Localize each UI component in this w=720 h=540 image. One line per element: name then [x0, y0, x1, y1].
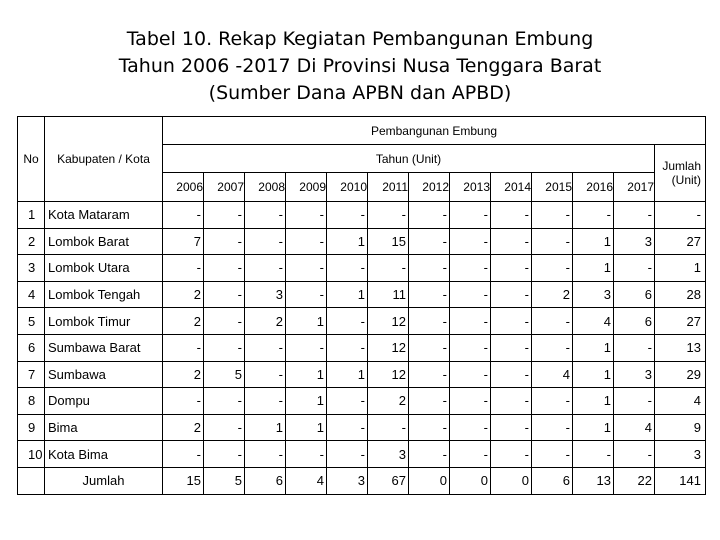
year-value: - — [327, 202, 368, 229]
year-value: - — [409, 228, 450, 255]
year-value: - — [450, 414, 491, 441]
year-value: - — [491, 281, 532, 308]
header-kabupaten: Kabupaten / Kota — [45, 117, 163, 202]
year-value: - — [245, 228, 286, 255]
year-value: 1 — [573, 414, 614, 441]
year-value: - — [368, 202, 409, 229]
row-total: 13 — [655, 334, 706, 361]
year-value: - — [532, 414, 573, 441]
kabupaten-name: Sumbawa Barat — [45, 334, 163, 361]
footer-year-total: 15 — [163, 467, 204, 494]
year-value: - — [204, 308, 245, 335]
row-number: 2 — [18, 228, 45, 255]
header-jumlah: Jumlah (Unit) — [655, 145, 706, 202]
year-value: - — [327, 388, 368, 415]
title-line-1: Tabel 10. Rekap Kegiatan Pembangunan Embung — [126, 28, 594, 50]
year-value: - — [204, 228, 245, 255]
year-value: - — [163, 202, 204, 229]
row-number: 9 — [18, 414, 45, 441]
year-value: 15 — [368, 228, 409, 255]
kabupaten-name: Dompu — [45, 388, 163, 415]
year-value: - — [327, 308, 368, 335]
table-body — [18, 202, 706, 495]
year-value: 4 — [573, 308, 614, 335]
row-total: 4 — [655, 388, 706, 415]
kabupaten-name: Kota Bima — [45, 441, 163, 468]
row-number: 4 — [18, 281, 45, 308]
header-tahun: Tahun (Unit) — [163, 145, 655, 173]
year-value: 6 — [614, 308, 655, 335]
year-value: - — [204, 281, 245, 308]
year-value: - — [491, 228, 532, 255]
year-value: 5 — [204, 361, 245, 388]
year-value: - — [532, 388, 573, 415]
row-number: 8 — [18, 388, 45, 415]
kabupaten-name: Lombok Tengah — [45, 281, 163, 308]
year-value: - — [286, 228, 327, 255]
year-value: - — [491, 361, 532, 388]
year-value: - — [204, 441, 245, 468]
year-value: - — [204, 255, 245, 282]
year-value: 2 — [163, 281, 204, 308]
kabupaten-name: Kota Mataram — [45, 202, 163, 229]
year-value: - — [409, 414, 450, 441]
year-header-2006: 2006 — [163, 173, 204, 202]
year-value: - — [614, 255, 655, 282]
year-value: - — [163, 334, 204, 361]
year-value: 11 — [368, 281, 409, 308]
year-value: 12 — [368, 308, 409, 335]
year-value: 1 — [327, 281, 368, 308]
year-value: - — [286, 255, 327, 282]
year-value: 1 — [286, 388, 327, 415]
year-value: 1 — [286, 414, 327, 441]
table-row — [18, 441, 706, 468]
row-total: 9 — [655, 414, 706, 441]
year-value: - — [368, 255, 409, 282]
year-value: - — [532, 441, 573, 468]
footer-year-total: 22 — [614, 467, 655, 494]
table-row — [18, 334, 706, 361]
year-value: - — [614, 388, 655, 415]
table-row — [18, 255, 706, 282]
table-row — [18, 414, 706, 441]
year-header-2012: 2012 — [409, 173, 450, 202]
year-value: 3 — [368, 441, 409, 468]
year-header-2010: 2010 — [327, 173, 368, 202]
row-number: 1 — [18, 202, 45, 229]
year-header-2014: 2014 — [491, 173, 532, 202]
year-value: - — [532, 308, 573, 335]
year-header-2007: 2007 — [204, 173, 245, 202]
footer-year-total: 67 — [368, 467, 409, 494]
page-title — [0, 26, 720, 107]
year-value: - — [450, 202, 491, 229]
year-value: - — [409, 255, 450, 282]
row-number: 3 — [18, 255, 45, 282]
year-value: - — [204, 388, 245, 415]
year-value: - — [491, 414, 532, 441]
year-value: - — [409, 441, 450, 468]
footer-year-total: 5 — [204, 467, 245, 494]
year-header-2011: 2011 — [368, 173, 409, 202]
year-value: - — [491, 334, 532, 361]
footer-year-total: 0 — [450, 467, 491, 494]
title-line-2: Tahun 2006 -2017 Di Provinsi Nusa Tenggara Barat — [118, 55, 602, 77]
year-header-2009: 2009 — [286, 173, 327, 202]
year-value: - — [409, 334, 450, 361]
year-header-2008: 2008 — [245, 173, 286, 202]
kabupaten-name: Sumbawa — [45, 361, 163, 388]
table-row — [18, 202, 706, 229]
year-value: - — [245, 202, 286, 229]
year-value: - — [409, 308, 450, 335]
year-value: 2 — [163, 414, 204, 441]
table-row — [18, 308, 706, 335]
year-value: - — [409, 388, 450, 415]
year-value: - — [286, 281, 327, 308]
header-no: No — [18, 117, 45, 202]
year-value: - — [491, 202, 532, 229]
year-value: - — [204, 202, 245, 229]
grand-total: 141 — [655, 467, 706, 494]
year-value: - — [614, 441, 655, 468]
year-value: - — [532, 228, 573, 255]
kabupaten-name: Bima — [45, 414, 163, 441]
row-total: 1 — [655, 255, 706, 282]
year-value: 1 — [327, 361, 368, 388]
year-value: 2 — [245, 308, 286, 335]
kabupaten-name: Lombok Timur — [45, 308, 163, 335]
year-value: - — [409, 281, 450, 308]
row-number: 5 — [18, 308, 45, 335]
year-value: - — [532, 255, 573, 282]
year-value: - — [450, 281, 491, 308]
year-value: - — [163, 255, 204, 282]
year-value: 4 — [614, 414, 655, 441]
year-value: 3 — [573, 281, 614, 308]
embung-table — [17, 116, 706, 495]
year-value: - — [491, 388, 532, 415]
year-value: 2 — [163, 361, 204, 388]
footer-year-total: 0 — [491, 467, 532, 494]
year-value: 1 — [573, 361, 614, 388]
row-total: 27 — [655, 228, 706, 255]
year-value: 4 — [532, 361, 573, 388]
year-value: - — [573, 202, 614, 229]
year-value: 2 — [368, 388, 409, 415]
footer-empty-cell — [18, 467, 45, 494]
year-value: 1 — [573, 228, 614, 255]
year-value: - — [245, 334, 286, 361]
year-value: 1 — [327, 228, 368, 255]
footer-label: Jumlah — [45, 467, 163, 494]
year-value: - — [286, 202, 327, 229]
year-value: 1 — [573, 388, 614, 415]
year-value: - — [327, 255, 368, 282]
year-value: - — [245, 255, 286, 282]
row-number: 7 — [18, 361, 45, 388]
year-value: - — [245, 388, 286, 415]
year-value: - — [245, 361, 286, 388]
table-row — [18, 361, 706, 388]
row-total: 3 — [655, 441, 706, 468]
year-value: - — [163, 388, 204, 415]
year-value: - — [450, 308, 491, 335]
year-value: - — [327, 334, 368, 361]
year-value: - — [409, 202, 450, 229]
footer-year-total: 6 — [245, 467, 286, 494]
year-value: - — [327, 414, 368, 441]
year-value: - — [573, 441, 614, 468]
year-value: - — [450, 255, 491, 282]
year-value: 7 — [163, 228, 204, 255]
footer-year-total: 0 — [409, 467, 450, 494]
footer-year-total: 3 — [327, 467, 368, 494]
row-number: 10 — [18, 441, 45, 468]
year-value: - — [450, 334, 491, 361]
year-value: - — [450, 388, 491, 415]
year-header-2016: 2016 — [573, 173, 614, 202]
year-value: - — [614, 334, 655, 361]
year-value: - — [532, 334, 573, 361]
year-value: - — [163, 441, 204, 468]
year-value: 1 — [573, 334, 614, 361]
year-value: - — [614, 202, 655, 229]
year-value: 1 — [286, 308, 327, 335]
row-total: 29 — [655, 361, 706, 388]
table-row — [18, 281, 706, 308]
year-value: - — [450, 228, 491, 255]
year-header-2013: 2013 — [450, 173, 491, 202]
year-value: - — [245, 441, 286, 468]
header-group: Pembangunan Embung — [163, 117, 706, 145]
year-header-2017: 2017 — [614, 173, 655, 202]
year-value: 6 — [614, 281, 655, 308]
row-number: 6 — [18, 334, 45, 361]
year-value: - — [491, 308, 532, 335]
year-value: - — [286, 334, 327, 361]
year-value: 3 — [245, 281, 286, 308]
year-value: 3 — [614, 228, 655, 255]
year-value: 1 — [573, 255, 614, 282]
footer-year-total: 4 — [286, 467, 327, 494]
year-value: 2 — [163, 308, 204, 335]
row-total: 28 — [655, 281, 706, 308]
year-value: 1 — [245, 414, 286, 441]
footer-year-total: 13 — [573, 467, 614, 494]
year-value: 2 — [532, 281, 573, 308]
year-value: - — [286, 441, 327, 468]
year-value: 12 — [368, 334, 409, 361]
row-total: - — [655, 202, 706, 229]
year-value: - — [204, 334, 245, 361]
table-row — [18, 388, 706, 415]
year-value: - — [204, 414, 245, 441]
row-total: 27 — [655, 308, 706, 335]
year-value: - — [409, 361, 450, 388]
year-value: - — [491, 255, 532, 282]
year-value: - — [532, 202, 573, 229]
year-value: - — [368, 414, 409, 441]
year-value: - — [450, 361, 491, 388]
year-value: - — [491, 441, 532, 468]
footer-year-total: 6 — [532, 467, 573, 494]
footer-row — [18, 467, 706, 494]
year-header-2015: 2015 — [532, 173, 573, 202]
kabupaten-name: Lombok Barat — [45, 228, 163, 255]
table-row — [18, 228, 706, 255]
year-value: - — [327, 441, 368, 468]
title-line-3: (Sumber Dana APBN dan APBD) — [208, 82, 512, 104]
year-value: 3 — [614, 361, 655, 388]
kabupaten-name: Lombok Utara — [45, 255, 163, 282]
year-value: 12 — [368, 361, 409, 388]
year-value: 1 — [286, 361, 327, 388]
year-value: - — [450, 441, 491, 468]
